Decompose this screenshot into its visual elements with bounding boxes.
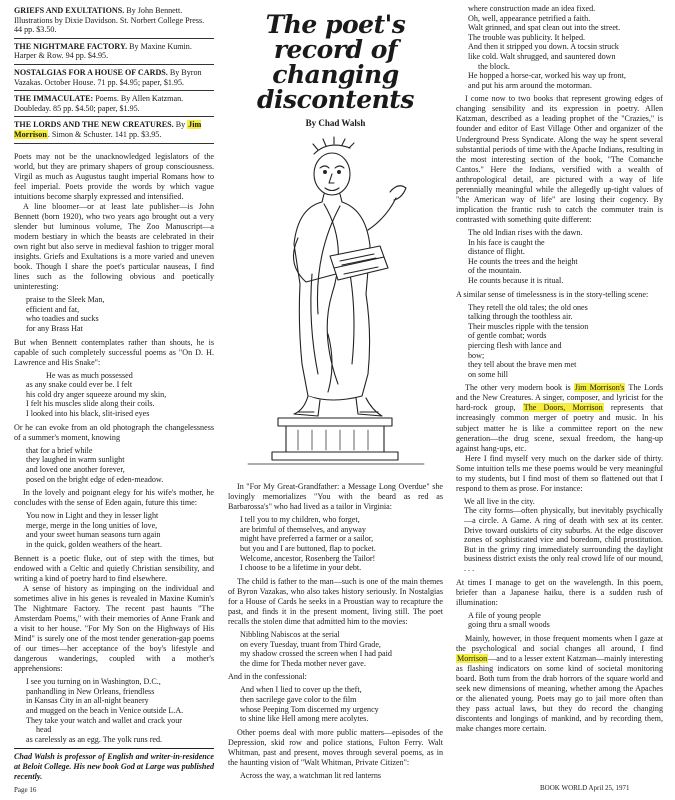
poem-quote: A file of young people going thru a small woods [468, 610, 550, 630]
paragraph: A line bloomer—or at least late publisher—is John Bennett (born 1920), who two years ago brought out a very slender but luminous volume, The Zoo Manuscript—a modern bestiary in which the beasts are celebrated in their own right but also serve in medieval fashion to trigger moral insights. Griefs and Exultations is a more varied and uneven book. Though I share the poet's particular nauseas, I find lines such as the following obvious and poetically uninteresting: [14, 201, 214, 292]
paragraph: A sense of history as impinging on the individual and sometimes alive in his genes is revealed in Maxine Kumin's The Nightmare Factory. The recent past haunts "The Amsterdam Poems," with their memories of Anne Frank and a visit to her house. "For My Son on the Highways of His Mind" is surely one of the most tender generation-gap poems of our times—her acceptance of the boy's lifestyle and dangerous wanderings, coupled with a mother's apprehensions: [14, 583, 214, 674]
poem-quote: that for a brief while they laughed in warm sunlight and loved one another forever, posed on the bright edge of eden-meadow. [26, 445, 164, 484]
highlight-jim-morrison: Jim Morrison [14, 120, 202, 139]
page-number: Page 16 [14, 786, 37, 794]
paragraph: In "For My Great-Grandfather: a Message Long Overdue" she lovingly memorializes "You with the beard as red as Barbarossa's" who had lived as a tailor in Virginia: [228, 482, 443, 512]
poem-quote: Across the way, a watchman lit red lanterns [240, 770, 382, 780]
book-entry-griefs: GRIEFS AND EXULTATIONS. By John Bennett. Illustrations by Dixie Davidson. St. Norbert College Press. 44 pp. $3.50. [14, 6, 214, 39]
divider [14, 748, 214, 749]
book-list [14, 6, 214, 144]
article-title: The poet's record of changing discontents [257, 10, 414, 114]
column-left [14, 0, 214, 782]
highlight-doors-morrison: The Doors, Morrison [523, 403, 603, 413]
paragraph: A similar sense of timelessness is in the story-telling scene: [456, 289, 649, 299]
poem-quote: You now in Light and they in lesser light merge, merge in the long unities of love, and your sweet human seasons turn again in the quick, golden weathers of the heart. [26, 511, 162, 550]
paragraph: Bennett is a poetic fluke, out of step with the times, but endowed with a Celtic and quietly Christian sensibility, and writing a kind of poetry hard to find elsewhere. [14, 553, 214, 583]
paragraph: Here I find myself very much on the darker side of thirty. Some intuition tells me these poems would be very meaningful to my students, but I find most of them so flattened out that I respond to them as prose. For instance: [456, 453, 663, 493]
book-entry-nostalgias: NOSTALGIAS FOR A HOUSE OF CARDS. By Byron Vazakas. October House. 71 pp. $4.95; paper, $1.95. [14, 68, 214, 91]
poem-quote: He was as much possessed as any snake could ever be. I felt his cold dry anger squeeze around my skin, I felt his muscles slide along their coils. I looked into his black, slit-irised eyes [26, 370, 167, 419]
paragraph: And in the confessional: [228, 672, 307, 682]
paragraph: In the lovely and poignant elegy for his wife's mother, he concludes with the sense of Eden again, future this time: [14, 488, 214, 508]
author-bio: Chad Walsh is professor of English and writer-in-residence at Beloit College. His new book God at Large was published recently. [14, 752, 214, 781]
paragraph: Mainly, however, in those frequent moments when I gaze at the psychological and social changes all around, I find Morrison—and to a lesser extent Katzman—mainly interesting as flashing indicators on some kind of societal monitoring board. Both turn from the drab horrors of the square world and seek new dimensions of meaning, whether among the Apaches or the alienated young. Poets may go to jail more often than they pass actual laws, but they do record the changing discontents and longings of mankind, and by recording them, make changes more certain. [456, 633, 663, 734]
poem-quote: Nibbling Nabiscos at the serial on every Tuesday, truant from Third Grade, my shadow crossed the screen when I had paid the dime for Theda mother never gave. [240, 629, 392, 668]
book-entry-immaculate: THE IMMACULATE: Poems. By Allen Katzman. Doubleday. 85 pp. $4.50; paper, $1.95. [14, 94, 214, 117]
column-center [228, 0, 443, 785]
paragraph: Or he can evoke from an old photograph the changelessness of a summer's moment, knowing [14, 422, 214, 442]
highlight-morrison: Morrison [457, 654, 488, 663]
paragraph: At times I manage to get on the wavelength. In this poem, briefer than a Japanese haiku, there is a sudden rush of illumination: [456, 577, 663, 607]
book-entry-lords: THE LORDS AND THE NEW CREATURES. By Jim Morrison. Simon & Schuster. 141 pp. $3.95. [14, 120, 214, 143]
poem-quote: And when I lied to cover up the theft, then sacrilege gave color to the film whose Peeping Tom discerned my urgency to shine like Hell among mere acolytes. [240, 685, 379, 724]
poem-quote: I see you turning on in Washington, D.C., panhandling in New Orleans, friendless in Kansas City in an all-night beanery and mugged on the beach in Venice outside L.A. They take your watch and wallet and crack your head as carelessly as an egg. The yolk runs red. [26, 677, 184, 744]
prose-poem-quote: We all live in the city. The city forms—often physically, but inevitably psychically—a circle. A Game. A ring of death with sex at its center. Drive toward outskirts of city suburbs. At the edge discover zones of sophisticated vice and boredom, child prostitution. But in the grimy ring immediately surrounding the daylight business district exists the only real crowd life of our mound, . . . [464, 496, 663, 573]
paragraph: Other poems deal with more public matters—episodes of the Depression, skid row and police stations, Fulton Ferry. Walt Whitman, past and present, moves through several poems, as in the haunting vision of "Walt Whitman, Private Citizen": [228, 727, 443, 767]
highlight-jim-morrisons: Jim Morrison's [574, 383, 625, 393]
poem-quote: where construction made an idea fixed. Oh, well, appearance petrified a faith. Walt grinned, and spat clean out into the street. The trouble was publicity. It helped. And then it stripped you down. A tocsin struck like cold. Walt shrugged, and sauntered down the block. He hopped a horse-car, worked his way up front, and put his arm around the motorman. [468, 4, 626, 90]
byline: By Chad Walsh [305, 118, 366, 128]
paragraph: I come now to two books that represent growing edges of changing sensibility and its expression in poetry. Allen Katzman, described as a leading prophet of the "Crazies," is founder and editor of East Village Other and organizer of the Underground Press Syndicate. Along the way he spent several substantial periods of time with the Apache Indians, resulting in the most interesting section of the book, "The Comanche Cantos." Here the Indians, versified with a wealth of anthropological detail, are pictured with a way of life perennially meaningful while the allegedly up-tight values of "the American way of life" are losing their cogency. By implication the frantic rush to catch the commuter train is contrasted with something quite different: [456, 94, 663, 224]
poem-quote: I tell you to my children, who forget, are brimful of themselves, and anyway might have preferred a farmer or a sailor, but you and I are buttoned, flap to pocket. Welcome, ancestor, Rosenberg the Tailor! I choose to be a lifetime in your debt. [240, 515, 376, 573]
poem-quote: praise to the Sleek Man, efficient and fat, who toadies and sucks for any Brass Hat [26, 295, 105, 333]
book-entry-nightmare: THE NIGHTMARE FACTORY. By Maxine Kumin. Harper & Row. 94 pp. $4.95. [14, 42, 214, 65]
poem-quote: They retell the old tales; the old ones talking through the toothless air. Their muscles ripple with the tension of gentle combat; words piercing flesh with lance and bow; they tell about the brave men met on some hill [468, 302, 589, 379]
poet-illustration [228, 134, 443, 474]
paragraph: Poets may not be the unacknowledged legislators of the world, but they are primary shapers of group consciousness. Virgil as much as Augustus taught imperial Romans how to feel imperial. Poets provide the words by which vague intuitions become sharply expressed and intensified. [14, 151, 214, 201]
poem-quote: The old Indian rises with the dawn. In his face is caught the distance of flight. He counts the trees and the height of the mountain. He counts because it is ritual. [468, 227, 583, 285]
paragraph: But when Bennett contemplates rather than shouts, he is capable of such completely successful poems as "On D. H. Lawrence and His Snake": [14, 337, 214, 367]
paragraph: The child is father to the man—such is one of the main themes of Byron Vazakas, who also takes history seriously. In Nostalgias for a House of Cards he seeks in a Proustian way to recapture the past, and finds it in the present moment, living still. The poet recalls the stolen dime that admitted him to the movies: [228, 576, 443, 626]
column-right [456, 0, 663, 734]
paragraph: The other very modern book is Jim Morrison's The Lords and the New Creatures. A singer, composer, and lyricist for the hard-rock group, The Doors, Morrison represents that increasingly common merger of poetry and music. In his subject matter he is like a committee report on the new generation—the drug scene, sexual freedom, the hang-up against hang-ups, etc. [456, 383, 663, 453]
publication-date: BOOK WORLD April 25, 1971 [540, 784, 630, 792]
